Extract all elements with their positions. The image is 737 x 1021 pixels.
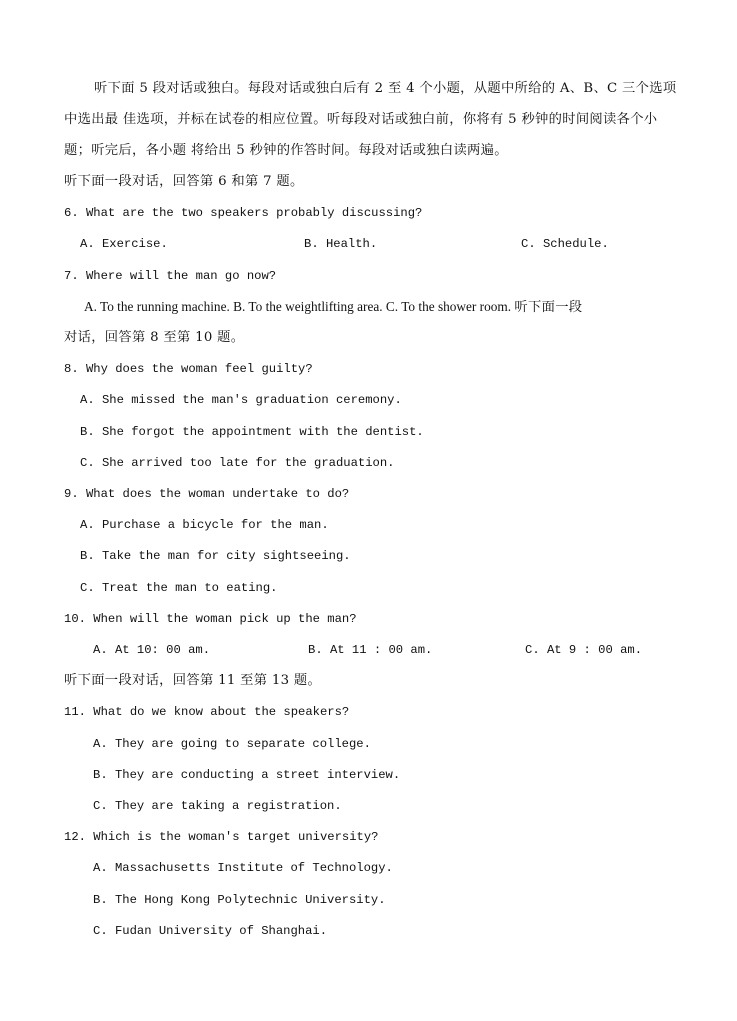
question-10-stem: 10. When will the woman pick up the man? — [64, 612, 357, 626]
question-9-stem: 9. What does the woman undertake to do? — [64, 487, 350, 501]
question-12-stem: 12. Which is the woman's target university? — [64, 830, 379, 844]
question-11-stem: 11. What do we know about the speakers? — [64, 705, 350, 719]
section-heading-8-10-end: 对话，回答第 8 至第 10 题。 — [64, 330, 245, 345]
section-heading-8-10-start: 听下面一段 — [514, 300, 583, 315]
question-12-option-b: B. The Hong Kong Polytechnic University. — [93, 893, 386, 907]
question-12-option-a: A. Massachusetts Institute of Technology. — [93, 861, 393, 875]
instructions-line-1: 听下面 5 段对话或独白。每段对话或独白后有 2 至 4 个小题，从题中所给的 A、B、C 三个选项 — [94, 81, 677, 96]
question-9-option-c: C. Treat the man to eating. — [80, 581, 278, 595]
question-8-stem: 8. Why does the woman feel guilty? — [64, 362, 313, 376]
question-12-option-c: C. Fudan University of Shanghai. — [93, 924, 328, 938]
question-10-option-b: B. At 11 : 00 am. — [308, 643, 433, 657]
question-6-option-b: B. Health. — [304, 237, 378, 251]
question-6-option-c: C. Schedule. — [521, 237, 609, 251]
question-11-option-a: A. They are going to separate college. — [93, 737, 371, 751]
question-7-options-line — [84, 297, 582, 317]
instructions-line-3: 题；听完后，各小题 将给出 5 秒钟的作答时间。每段对话或独白读两遍。 — [64, 143, 508, 158]
section-heading-11-13: 听下面一段对话，回答第 11 至第 13 题。 — [64, 673, 322, 688]
question-7-options: A. To the running machine. B. To the weightlifting area. C. To the shower room. — [84, 299, 512, 314]
question-8-option-a: A. She missed the man's graduation ceremony. — [80, 393, 402, 407]
question-9-option-b: B. Take the man for city sightseeing. — [80, 549, 351, 563]
question-7-stem: 7. Where will the man go now? — [64, 269, 277, 283]
question-8-option-b: B. She forgot the appointment with the dentist. — [80, 425, 424, 439]
question-11-option-b: B. They are conducting a street interview. — [93, 768, 401, 782]
section-heading-6-7: 听下面一段对话，回答第 6 和第 7 题。 — [64, 174, 304, 189]
question-6-option-a: A. Exercise. — [80, 237, 168, 251]
question-6-options — [80, 234, 637, 254]
question-11-option-c: C. They are taking a registration. — [93, 799, 342, 813]
question-8-option-c: C. She arrived too late for the graduation. — [80, 456, 395, 470]
question-10-options — [93, 640, 643, 660]
question-10-option-a: A. At 10: 00 am. — [93, 643, 211, 657]
question-10-option-c: C. At 9 : 00 am. — [525, 643, 643, 657]
instructions-line-2: 中选出最 佳选项，并标在试卷的相应位置。听每段对话或独白前，你将有 5 秒钟的时间阅读各个小 — [64, 112, 658, 127]
question-9-option-a: A. Purchase a bicycle for the man. — [80, 518, 329, 532]
question-6-stem: 6. What are the two speakers probably discussing? — [64, 206, 423, 220]
